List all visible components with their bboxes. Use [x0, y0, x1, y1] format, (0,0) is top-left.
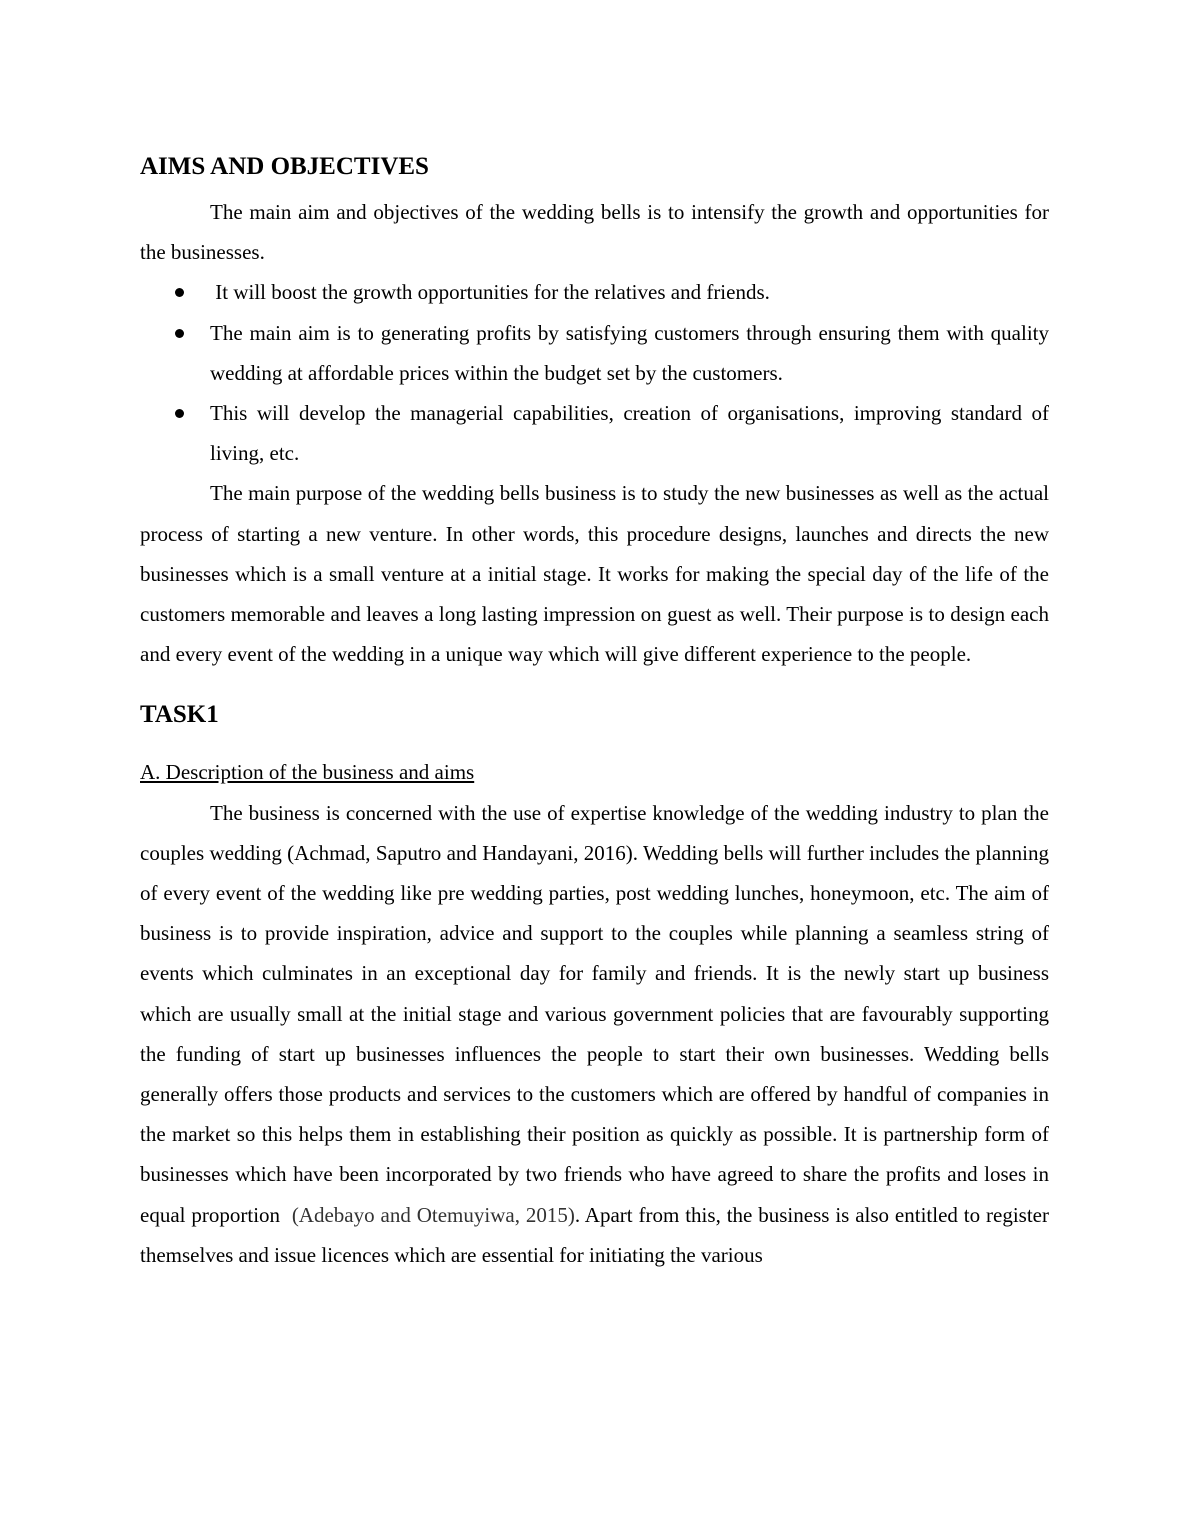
list-item-text: The main aim is to generating profits by satisfying customers through ensuring them with quality wedding at affordable prices within the budget set by the customers.	[210, 320, 1049, 385]
list-item-text: It will boost the growth opportunities for the relatives and friends.	[210, 280, 770, 305]
document-page	[140, 150, 1055, 1275]
citation-adebayo: (Adebayo and Otemuyiwa, 2015)	[291, 1202, 575, 1227]
description-text-part-2: . Apart from this, the business is also entitled to register themselves and issue licences which are essential for initiating the various	[140, 1202, 1049, 1267]
subheading-description: A. Description of the business and aims	[140, 760, 475, 785]
purpose-paragraph: The main purpose of the wedding bells business is to study the new businesses as well as the actual process of starting a new venture. In other words, this procedure designs, launches and directs the new businesses which is a small venture at a initial stage. It works for making the special day of the life of the customers memorable and leaves a long lasting impression on guest as well. Their purpose is to design each and every event of the wedding in a unique way which will give different experience to the people.	[140, 481, 1049, 667]
heading-aims-and-objectives: AIMS AND OBJECTIVES	[140, 153, 429, 180]
aims-intro-paragraph: The main aim and objectives of the wedding bells is to intensify the growth and opportunities for the businesses.	[140, 200, 1049, 265]
list-item	[140, 393, 1049, 473]
description-paragraph	[140, 793, 1055, 1275]
bullet-icon	[175, 409, 184, 418]
list-item	[140, 313, 1049, 393]
list-item-text: This will develop the managerial capabilities, creation of organisations, improving standard of living, etc.	[210, 401, 1049, 466]
aims-bullet-list	[140, 272, 1049, 473]
bullet-icon	[175, 288, 184, 297]
bullet-icon	[175, 329, 184, 338]
heading-task1: TASK1	[140, 701, 219, 729]
description-text-part-1: The business is concerned with the use of expertise knowledge of the wedding industry to plan the couples wedding (Achmad, Saputro and Handayani, 2016). Wedding bells will further includes the planning of every event of the wedding like pre wedding parties, post wedding lunches, honeymoon, etc. The aim of business is to provide inspiration, advice and support to the couples while planning a seamless string of events which culminates in an exceptional day for family and friends. It is the newly start up business which are usually small at the initial stage and various government policies that are favourably supporting the funding of start up businesses influences the people to start their own businesses. Wedding bells generally offers those products and services to the customers which are offered by handful of companies in the market so this helps them in establishing their position as quickly as possible. It is partnership form of businesses which have been incorporated by two friends who have agreed to share the profits and loses in equal proportion	[140, 800, 1055, 1227]
list-item	[140, 272, 1049, 312]
